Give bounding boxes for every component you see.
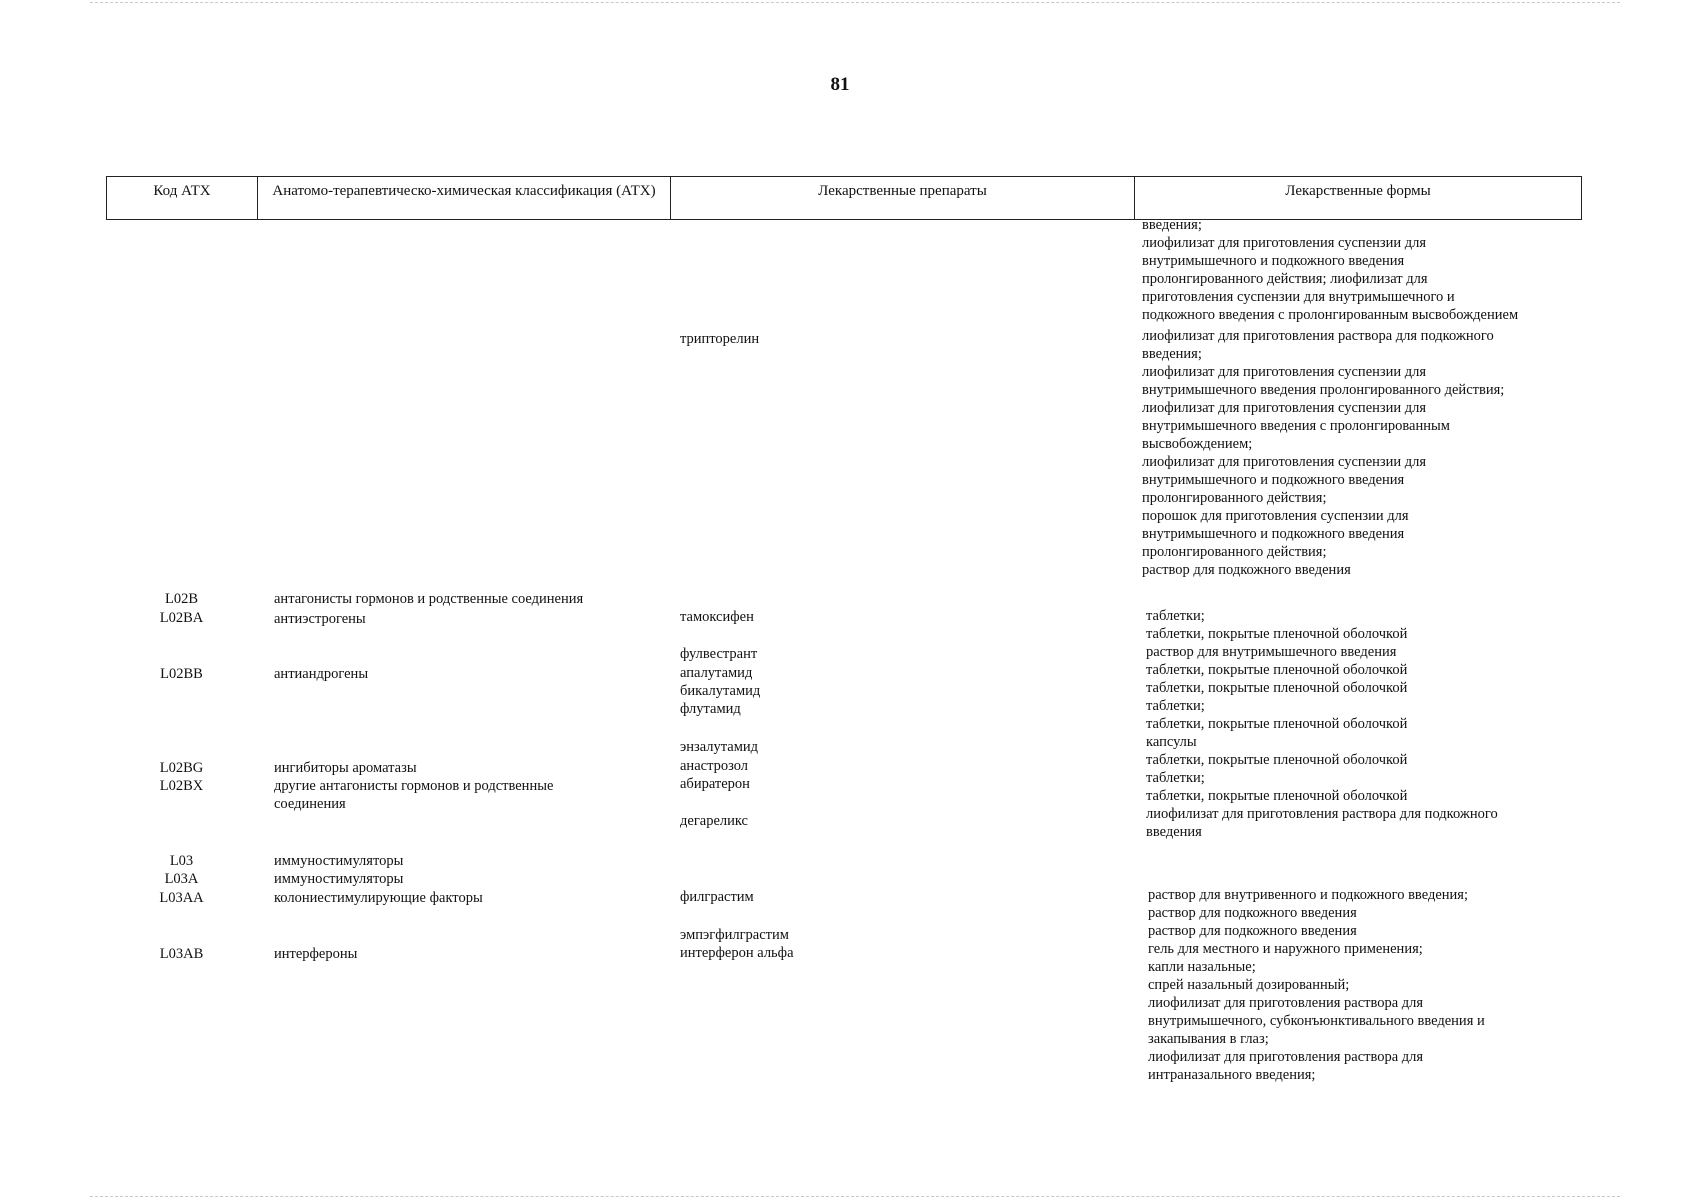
atc-code: L02BG bbox=[159, 760, 204, 776]
atc-code: L03A bbox=[164, 871, 199, 887]
table-header bbox=[106, 176, 1582, 220]
l02-forms bbox=[1146, 607, 1586, 841]
atc-classification bbox=[274, 777, 634, 813]
triptorelin-forms bbox=[1142, 327, 1582, 579]
atc-code: L02BX bbox=[159, 778, 204, 794]
form-line: таблетки, покрытые пленочной оболочкой bbox=[1146, 626, 1408, 642]
atc-classification: ингибиторы ароматазы bbox=[274, 760, 417, 776]
form-line: введения; bbox=[1142, 346, 1202, 362]
form-line: таблетки, покрытые пленочной оболочкой bbox=[1146, 716, 1408, 732]
drug-name: дегареликс bbox=[680, 813, 748, 829]
form-line: лиофилизат для приготовления суспензии для bbox=[1142, 400, 1427, 416]
header-forms: Лекарственные формы bbox=[1285, 183, 1431, 199]
drug-name: флутамид bbox=[680, 701, 741, 717]
form-line: закапывания в глаз; bbox=[1148, 1031, 1269, 1047]
classification-line: соединения bbox=[274, 796, 346, 812]
atc-code: L02BB bbox=[160, 666, 203, 682]
drug-name: энзалутамид bbox=[680, 739, 759, 755]
form-line: введения; bbox=[1142, 217, 1202, 233]
page-number: 81 bbox=[830, 74, 850, 95]
form-line: спрей назальный дозированный; bbox=[1148, 977, 1350, 993]
atc-code: L03 bbox=[169, 853, 194, 869]
drug-name: филграстим bbox=[680, 889, 754, 905]
form-line: капли назальные; bbox=[1148, 959, 1256, 975]
form-line: лиофилизат для приготовления суспензии для bbox=[1142, 235, 1427, 251]
form-line: раствор для внутримышечного введения bbox=[1146, 644, 1397, 660]
form-line: раствор для подкожного введения bbox=[1148, 905, 1357, 921]
atc-classification: иммуностимуляторы bbox=[274, 871, 404, 887]
form-line: таблетки, покрытые пленочной оболочкой bbox=[1146, 788, 1408, 804]
form-line: таблетки, покрытые пленочной оболочкой bbox=[1146, 752, 1408, 768]
atc-classification: иммуностимуляторы bbox=[274, 853, 404, 869]
atc-classification: антиэстрогены bbox=[274, 611, 366, 627]
form-line: интраназального введения; bbox=[1148, 1067, 1316, 1083]
form-line: приготовления суспензии для внутримышечного и bbox=[1142, 289, 1455, 305]
atc-classification: колониестимулирующие факторы bbox=[274, 890, 483, 906]
atc-code: L02BA bbox=[159, 610, 204, 626]
form-line: внутримышечного, субконъюнктивального введения и bbox=[1148, 1013, 1485, 1029]
drug-name: абиратерон bbox=[680, 776, 750, 792]
form-line: таблетки; bbox=[1146, 698, 1205, 714]
form-line: внутримышечного и подкожного введения bbox=[1142, 253, 1405, 269]
form-line: введения bbox=[1146, 824, 1202, 840]
form-line: таблетки, покрытые пленочной оболочкой bbox=[1146, 680, 1408, 696]
continuation-forms bbox=[1142, 216, 1582, 324]
form-line: пролонгированного действия; bbox=[1142, 544, 1327, 560]
atc-classification: антагонисты гормонов и родственные соединения bbox=[274, 591, 584, 607]
header-drugs: Лекарственные препараты bbox=[671, 177, 1135, 219]
drug-name: анастрозол bbox=[680, 758, 749, 774]
scan-edge-bottom bbox=[90, 1196, 1620, 1197]
form-line: лиофилизат для приготовления раствора для подкожного bbox=[1142, 328, 1494, 344]
form-line: раствор для подкожного введения bbox=[1148, 923, 1357, 939]
drug-name: фулвестрант bbox=[680, 646, 758, 662]
form-line: таблетки; bbox=[1146, 608, 1205, 624]
atc-code: L02B bbox=[164, 591, 199, 607]
drug-name: бикалутамид bbox=[680, 683, 761, 699]
form-line: внутримышечного и подкожного введения bbox=[1142, 472, 1405, 488]
form-line: подкожного введения с пролонгированным высвобождением bbox=[1142, 307, 1519, 323]
form-line: лиофилизат для приготовления раствора для подкожного bbox=[1146, 806, 1498, 822]
drug-name: апалутамид bbox=[680, 665, 753, 681]
drug-name: трипторелин bbox=[680, 331, 760, 347]
form-line: внутримышечного введения пролонгированного действия; bbox=[1142, 382, 1505, 398]
classification-line: другие антагонисты гормонов и родственные bbox=[274, 778, 554, 794]
form-line: лиофилизат для приготовления раствора для bbox=[1148, 1049, 1424, 1065]
drug-name: интерферон альфа bbox=[680, 945, 794, 961]
form-line: таблетки; bbox=[1146, 770, 1205, 786]
form-line: высвобождением; bbox=[1142, 436, 1253, 452]
form-line: пролонгированного действия; лиофилизат для bbox=[1142, 271, 1428, 287]
atc-classification: антиандрогены bbox=[274, 666, 369, 682]
form-line: порошок для приготовления суспензии для bbox=[1142, 508, 1409, 524]
form-line: лиофилизат для приготовления раствора для bbox=[1148, 995, 1424, 1011]
l03-forms bbox=[1148, 886, 1588, 1084]
form-line: таблетки, покрытые пленочной оболочкой bbox=[1146, 662, 1408, 678]
atc-code: L03AA bbox=[159, 890, 204, 906]
form-line: лиофилизат для приготовления суспензии для bbox=[1142, 454, 1427, 470]
form-line: внутримышечного введения с пролонгированным bbox=[1142, 418, 1450, 434]
form-line: раствор для подкожного введения bbox=[1142, 562, 1351, 578]
form-line: раствор для внутривенного и подкожного введения; bbox=[1148, 887, 1468, 903]
header-code: Код АТХ bbox=[107, 177, 258, 219]
form-line: гель для местного и наружного применения; bbox=[1148, 941, 1423, 957]
atc-code: L03AB bbox=[159, 946, 204, 962]
form-line: лиофилизат для приготовления суспензии для bbox=[1142, 364, 1427, 380]
form-line: пролонгированного действия; bbox=[1142, 490, 1327, 506]
form-line: капсулы bbox=[1146, 734, 1197, 750]
scan-edge-top bbox=[90, 2, 1620, 3]
form-line: внутримышечного и подкожного введения bbox=[1142, 526, 1405, 542]
drug-name: эмпэгфилграстим bbox=[680, 927, 789, 943]
header-classification: Анатомо-терапевтическо-химическая классификация (АТХ) bbox=[258, 177, 671, 219]
atc-classification: интерфероны bbox=[274, 946, 358, 962]
drug-name: тамоксифен bbox=[680, 609, 754, 625]
